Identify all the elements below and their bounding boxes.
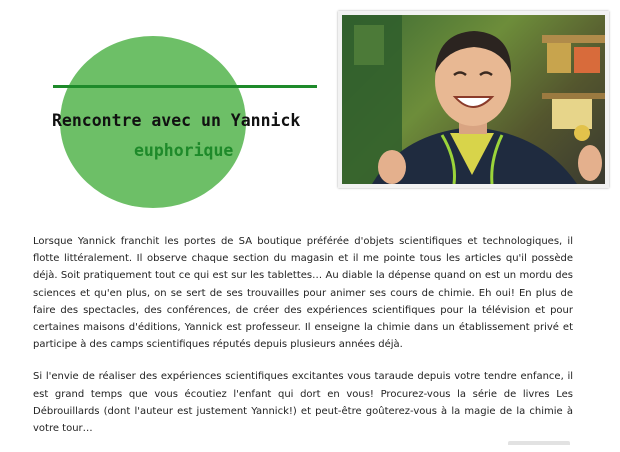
title-rule <box>53 85 317 88</box>
photo-frame <box>338 11 609 188</box>
article-title-highlight: euphorique <box>134 141 234 160</box>
page-edge-tab <box>508 441 570 445</box>
article-body <box>33 233 573 452</box>
portrait-illustration <box>342 15 605 184</box>
article-paragraph-2: Si l'envie de réaliser des expériences scientifiques excitantes vous taraude depuis votre tendre enfance, il est grand temps que vous écoutiez l'enfant qui dort en vous! Procurez-vous la série de livres Les Débrouillards (dont l'auteur est justement Yannick!) et peut-être goûterez-vous à la magie de la chimie à votre tour… <box>33 371 573 435</box>
article-paragraph-1: Lorsque Yannick franchit les portes de SA boutique préférée d'objets scientifiques et technologiques, il flotte littéralement. Il observe chaque section du magasin et il me pointe tous les articles qu'il possède déjà. Soit pratiquement tout ce qui est sur les tablettes… Au diable la dépense quand on est un mordu des sciences et qu'en plus, on se sert de ses trouvailles pour animer ses cours de chimie. Eh oui! En plus de faire des spectacles, des conférences, de créer des expériences scientifiques pour la télévision et pour certaines maisons d'éditions, Yannick est professeur. Il enseigne la chimie dans un établissement privé et participe à des camps scientifiques réputés depuis plusieurs années déjà. <box>33 236 573 351</box>
article-title: Rencontre avec un Yannick <box>52 111 301 130</box>
portrait-photo <box>342 15 605 184</box>
